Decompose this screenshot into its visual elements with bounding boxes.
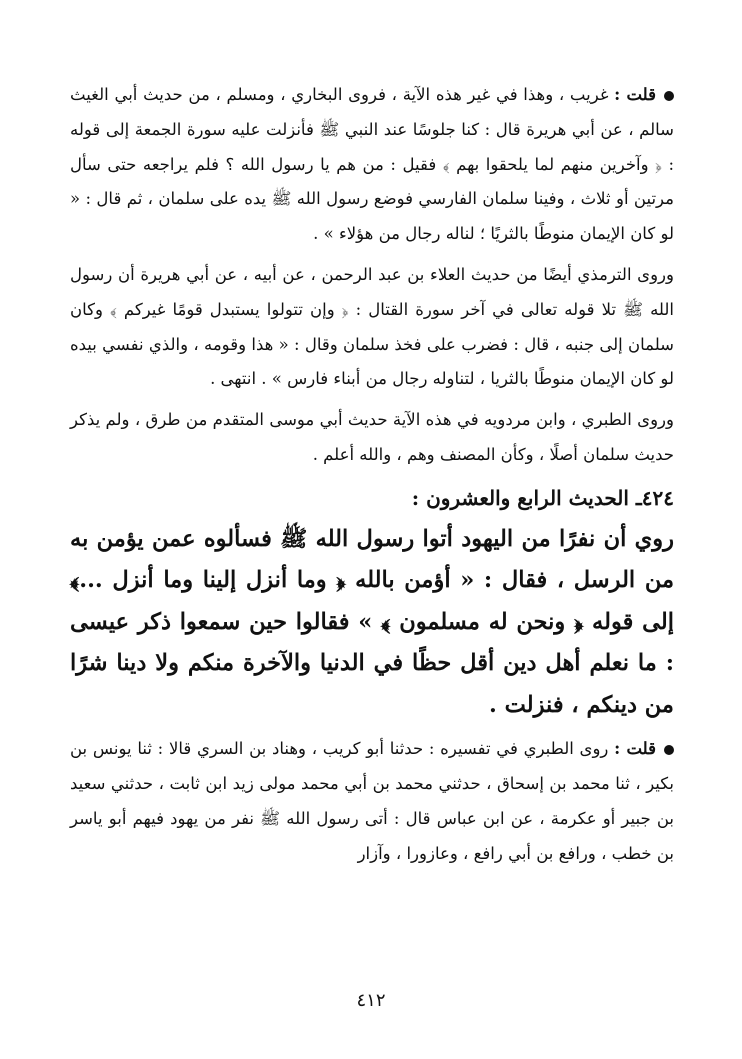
paragraph-lead: قلت : <box>614 739 656 759</box>
bullet-icon <box>664 91 674 101</box>
bullet-icon <box>664 745 674 755</box>
hadith-text: روي أن نفرًا من اليهود أتوا رسول الله ﷺ فسألوه عمن يؤمن به من الرسل ، فقال : « أؤمن بالله ﴿ وما أنزل إلينا وما أنزل ...﴾ إلى قوله ﴿ ونحن له مسلمون ﴾ » فقالوا حين سمعوا ذكر عيسى : ما نعلم أهل دين أقل حظًا في الدنيا والآخرة منكم ولا دينا شرًا من دينكم ، فنزلت . <box>70 525 674 718</box>
page-body <box>70 78 674 1028</box>
paragraph-commentary-3 <box>70 403 674 473</box>
paragraph-commentary-2 <box>70 258 674 397</box>
paragraph-commentary-1 <box>70 78 674 252</box>
page-number: ٤١٢ <box>356 990 386 1011</box>
paragraph-text: روى الطبري في تفسيره : حدثنا أبو كريب ، وهناد بن السري قالا : ثنا يونس بن بكير ، ثنا محمد بن إسحاق ، حدثني محمد بن أبي محمد مولى زيد ابن ثابت ، حدثني سعيد بن جبير أو عكرمة ، عن ابن عباس قال : أتى رسول الله ﷺ نفر من يهود فيهم أبو ياسر بن خطب ، ورافع بن أبي رافع ، وعازورا ، وآزار <box>70 739 674 863</box>
paragraph-lead: قلت : <box>614 85 656 104</box>
hadith-heading: ٤٢٤ـ الحديث الرابع والعشرون : <box>411 485 674 510</box>
paragraph-text: وروى الترمذي أيضًا من حديث العلاء بن عبد الرحمن ، عن أبيه ، عن أبي هريرة أن رسول الله ﷺ تلا قوله تعالى في آخر سورة القتال : ﴿ وإن تتولوا يستبدل قومًا غيركم ﴾ وكان سلمان إلى جنبه ، قال : فضرب على فخذ سلمان وقال : « هذا وقومه ، والذي نفسي بيده لو كان الإيمان منوطًا بالثريا ، لتناوله رجال من أبناء فارس » . انتهى . <box>70 264 674 389</box>
paragraph-text: غريب ، وهذا في غير هذه الآية ، فروى البخاري ، ومسلم ، من حديث أبي الغيث سالم ، عن أبي هريرة قال : كنا جلوسًا عند النبي ﷺ فأنزلت عليه سورة الجمعة إلى قوله : ﴿ وآخرين منهم لما يلحقوا بهم ﴾ فقيل : من هم يا رسول الله ؟ فلم يراجعه حتى سأل مرتين أو ثلاث ، وفينا سلمان الفارسي فوضع رسول الله ﷺ يده على سلمان ، ثم قال : « لو كان الإيمان منوطًا بالثريًا ؛ لناله رجال من هؤلاء » . <box>70 85 674 244</box>
paragraph-text: وروى الطبري ، وابن مردويه في هذه الآية حديث أبي موسى المتقدم من طرق ، ولم يذكر حديث سلمان أصلًا ، وكأن المصنف وهم ، والله أعلم . <box>70 410 674 464</box>
paragraph-commentary-4 <box>70 732 674 871</box>
